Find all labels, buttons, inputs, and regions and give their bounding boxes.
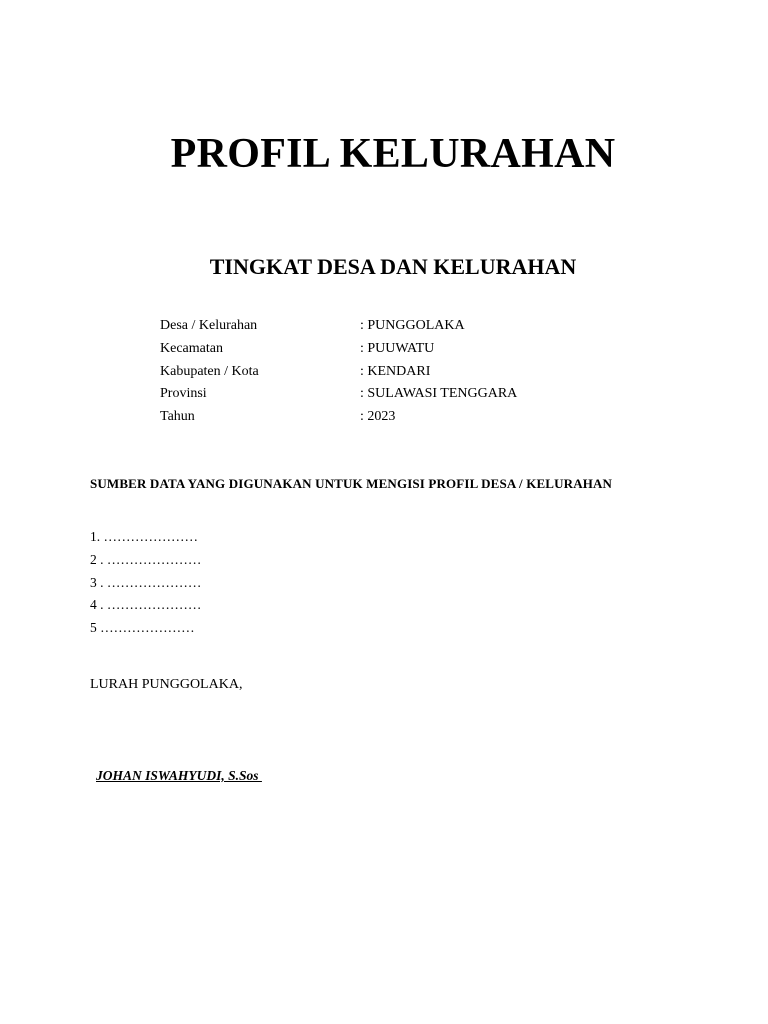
sources-heading: SUMBER DATA YANG DIGUNAKAN UNTUK MENGISI PROFIL DESA / KELURAHAN <box>90 476 613 491</box>
list-item: 1. ………………… <box>90 529 198 544</box>
lurah-title: LURAH PUNGGOLAKA, <box>90 677 243 692</box>
sources-list <box>90 528 201 642</box>
info-value: : 2023 <box>360 409 396 425</box>
info-label: Tahun <box>160 409 195 425</box>
info-label: Provinsi <box>160 386 207 402</box>
list-item: 3 . ………………… <box>90 574 202 590</box>
list-item: 2 . ………………… <box>90 551 202 567</box>
info-value: : PUNGGOLAKA <box>360 318 465 333</box>
info-label: Desa / Kelurahan <box>160 318 258 333</box>
page-subtitle: TINGKAT DESA DAN KELURAHAN <box>209 254 577 279</box>
list-item: 5 ………………… <box>90 620 195 636</box>
info-value: : PUUWATU <box>360 340 435 356</box>
info-label: Kabupaten / Kota <box>160 363 259 379</box>
page-title: PROFIL KELURAHAN <box>170 131 616 177</box>
info-value: : KENDARI <box>360 363 431 379</box>
signatory-name: JOHAN ISWAHYUDI, S.Sos <box>96 768 262 783</box>
list-item: 4 . ………………… <box>90 597 202 613</box>
info-value: : SULAWASI TENGGARA <box>360 386 518 402</box>
info-label: Kecamatan <box>160 340 223 356</box>
